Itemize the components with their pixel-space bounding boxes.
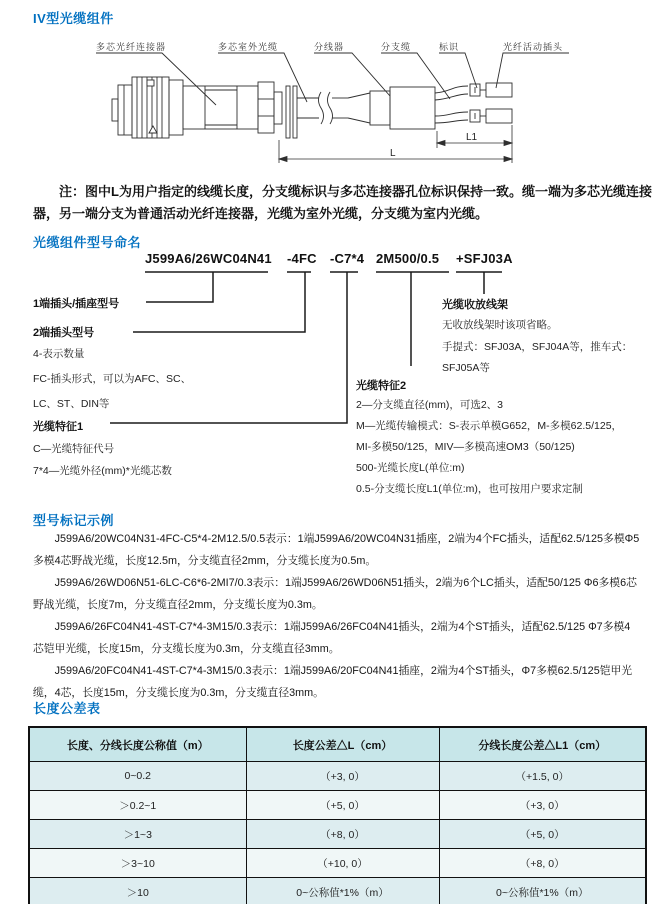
- callout-plug2-line: 4-表示数量: [33, 348, 85, 360]
- leader-feature1: [110, 272, 347, 423]
- callout-plug1-title: 1端插头/插座型号: [33, 298, 120, 310]
- table-cell: ＞3~10: [29, 849, 246, 878]
- callout-plug2-title: 2端插头型号: [33, 327, 95, 339]
- splitter-drawing: [370, 83, 512, 129]
- page-title: IV型光缆组件: [33, 11, 114, 26]
- table-row: [29, 849, 646, 878]
- table-cell: 0~公称值*1%（m）: [246, 878, 439, 904]
- leader-splitter: [314, 53, 390, 96]
- connector-drawing: [112, 77, 297, 138]
- model-segment-2: -4FC: [287, 251, 317, 266]
- model-segment-4: 2M500/0.5: [376, 251, 440, 266]
- diagram-label-branch-cable: 分支缆: [381, 42, 412, 52]
- callout-feature2-line: M—光缆传输模式：S-表示单模G652，M-多模62.5/125，: [356, 420, 623, 432]
- example-paragraph: J599A6/26FC04N41-4ST-C7*4-3M15/0.3表示：1端J599A6/26FC04N41插头，2端为4个ST插头，适配62.5/125 Φ7多模4芯铠甲光缆，长度15m，分支缆长度为0.3m，分支缆直径3mm。: [33, 621, 631, 655]
- callout-plug2-line: FC-插头形式，可以为AFC、SC、: [33, 373, 192, 385]
- table-cell: （+8, 0）: [439, 849, 646, 878]
- table-cell: （+3, 0）: [246, 762, 439, 791]
- diagram-label-marker: 标识: [439, 42, 460, 52]
- model-segment-3: -C7*4: [330, 251, 365, 266]
- table-header-cell: 分线长度公差△L1（cm）: [439, 727, 646, 762]
- table-cell: 0~0.2: [29, 762, 246, 791]
- table-row: [29, 820, 646, 849]
- table-header-cell: 长度、分线长度公称值（m）: [29, 727, 246, 762]
- leader-plug1: [146, 272, 213, 302]
- diagram-label-connector: 多芯光纤连接器: [96, 42, 167, 52]
- examples-block: [33, 528, 641, 704]
- callout-feature1-line: 7*4—光缆外径(mm)*光缆芯数: [33, 465, 172, 477]
- cable-assembly-diagram: [0, 35, 671, 185]
- table-cell: （+10, 0）: [246, 849, 439, 878]
- dim-l1-label: L1: [466, 132, 478, 143]
- leader-outdoor-cable: [218, 53, 307, 102]
- table-row: [29, 791, 646, 820]
- leader-marker: [439, 53, 477, 88]
- tolerance-heading: 长度公差表: [33, 701, 101, 716]
- table-row: [29, 762, 646, 791]
- example-paragraph: J599A6/20FC04N41-4ST-C7*4-3M15/0.3表示：1端J599A6/20FC04N41插座，2端为4个ST插头，Φ7多模62.5/125铠甲光缆，4芯，长度15m，分支缆长度为0.3m，分支缆直径3mm。: [33, 665, 633, 699]
- leader-plug2: [133, 272, 305, 332]
- example-paragraph: J599A6/26WD06N51-6LC-C6*6-2MI7/0.3表示：1端J599A6/26WD06N51插头，2端为6个LC插头，适配50/125 Φ6多模6芯野战光缆，长度7m，分支缆直径2mm，分支缆长度为0.3m。: [33, 577, 637, 611]
- example-paragraph: J599A6/20WC04N31-4FC-C5*4-2M12.5/0.5表示：1端J599A6/20WC04N31插座，2端为4个FC插头，适配62.5/125多模Φ5多模4芯野战光缆，长度12.5m，分支缆直径2mm，分支缆长度为0.5m。: [33, 533, 640, 567]
- table-header-row: [29, 727, 646, 762]
- table-cell: ＞0.2~1: [29, 791, 246, 820]
- cable-drawing: [297, 92, 370, 124]
- leader-connector: [96, 53, 216, 105]
- callout-feature2-line: MI-多模50/125，MIV—多模高速OM3（50/125): [356, 441, 575, 453]
- diagram-label-fiber-plug: 光纤活动插头: [503, 42, 564, 52]
- callout-reel-line: SFJ05A等: [442, 362, 490, 374]
- note-paragraph: 注：图中L为用户指定的线缆长度，分支缆标识与多芯连接器孔位标识保持一致。缆一端为多芯光缆连接器，另一端分支为普通活动光纤连接器，光缆为室外光缆，分支缆为室内光缆。: [33, 184, 652, 221]
- table-cell: （+5, 0）: [246, 791, 439, 820]
- table-cell: （+3, 0）: [439, 791, 646, 820]
- dim-l-label: L: [390, 148, 396, 159]
- callout-feature2-line: 500-光缆长度L(单位:m): [356, 462, 465, 474]
- diagram-label-outdoor-cable: 多芯室外光缆: [218, 42, 279, 52]
- diagram-label-splitter: 分线器: [314, 42, 345, 52]
- callout-feature1-title: 光缆特征1: [33, 421, 84, 433]
- table-cell: 0~公称值*1%（m）: [439, 878, 646, 904]
- table-cell: （+5, 0）: [439, 820, 646, 849]
- callout-feature1-line: C—光缆特征代号: [33, 443, 115, 455]
- callout-feature2-line: 0.5-分支缆长度L1(单位:m)，也可按用户要求定制: [356, 483, 583, 495]
- callout-reel-line: 手提式：SFJ03A，SFJ04A等，推车式：: [442, 341, 633, 353]
- table-cell: ＞1~3: [29, 820, 246, 849]
- callout-feature2-line: 2—分支缆直径(mm)，可选2、3: [356, 399, 504, 411]
- model-segment-5: +SFJ03A: [456, 251, 513, 266]
- naming-heading: 光缆组件型号命名: [33, 235, 142, 250]
- table-header-cell: 长度公差△L（cm）: [246, 727, 439, 762]
- callout-reel-title: 光缆收放线架: [442, 299, 508, 311]
- tolerance-table: [28, 726, 647, 904]
- table-row: [29, 878, 646, 904]
- model-segment-1: J599A6/26WC04N41: [145, 251, 272, 266]
- table-cell: （+1.5, 0）: [439, 762, 646, 791]
- callout-feature2-title: 光缆特征2: [356, 380, 407, 392]
- table-cell: ＞10: [29, 878, 246, 904]
- callout-plug2-line: LC、ST、DIN等: [33, 398, 110, 410]
- examples-heading: 型号标记示例: [33, 513, 115, 528]
- callout-reel-line: 无收放线架时该项省略。: [442, 319, 558, 331]
- table-cell: （+8, 0）: [246, 820, 439, 849]
